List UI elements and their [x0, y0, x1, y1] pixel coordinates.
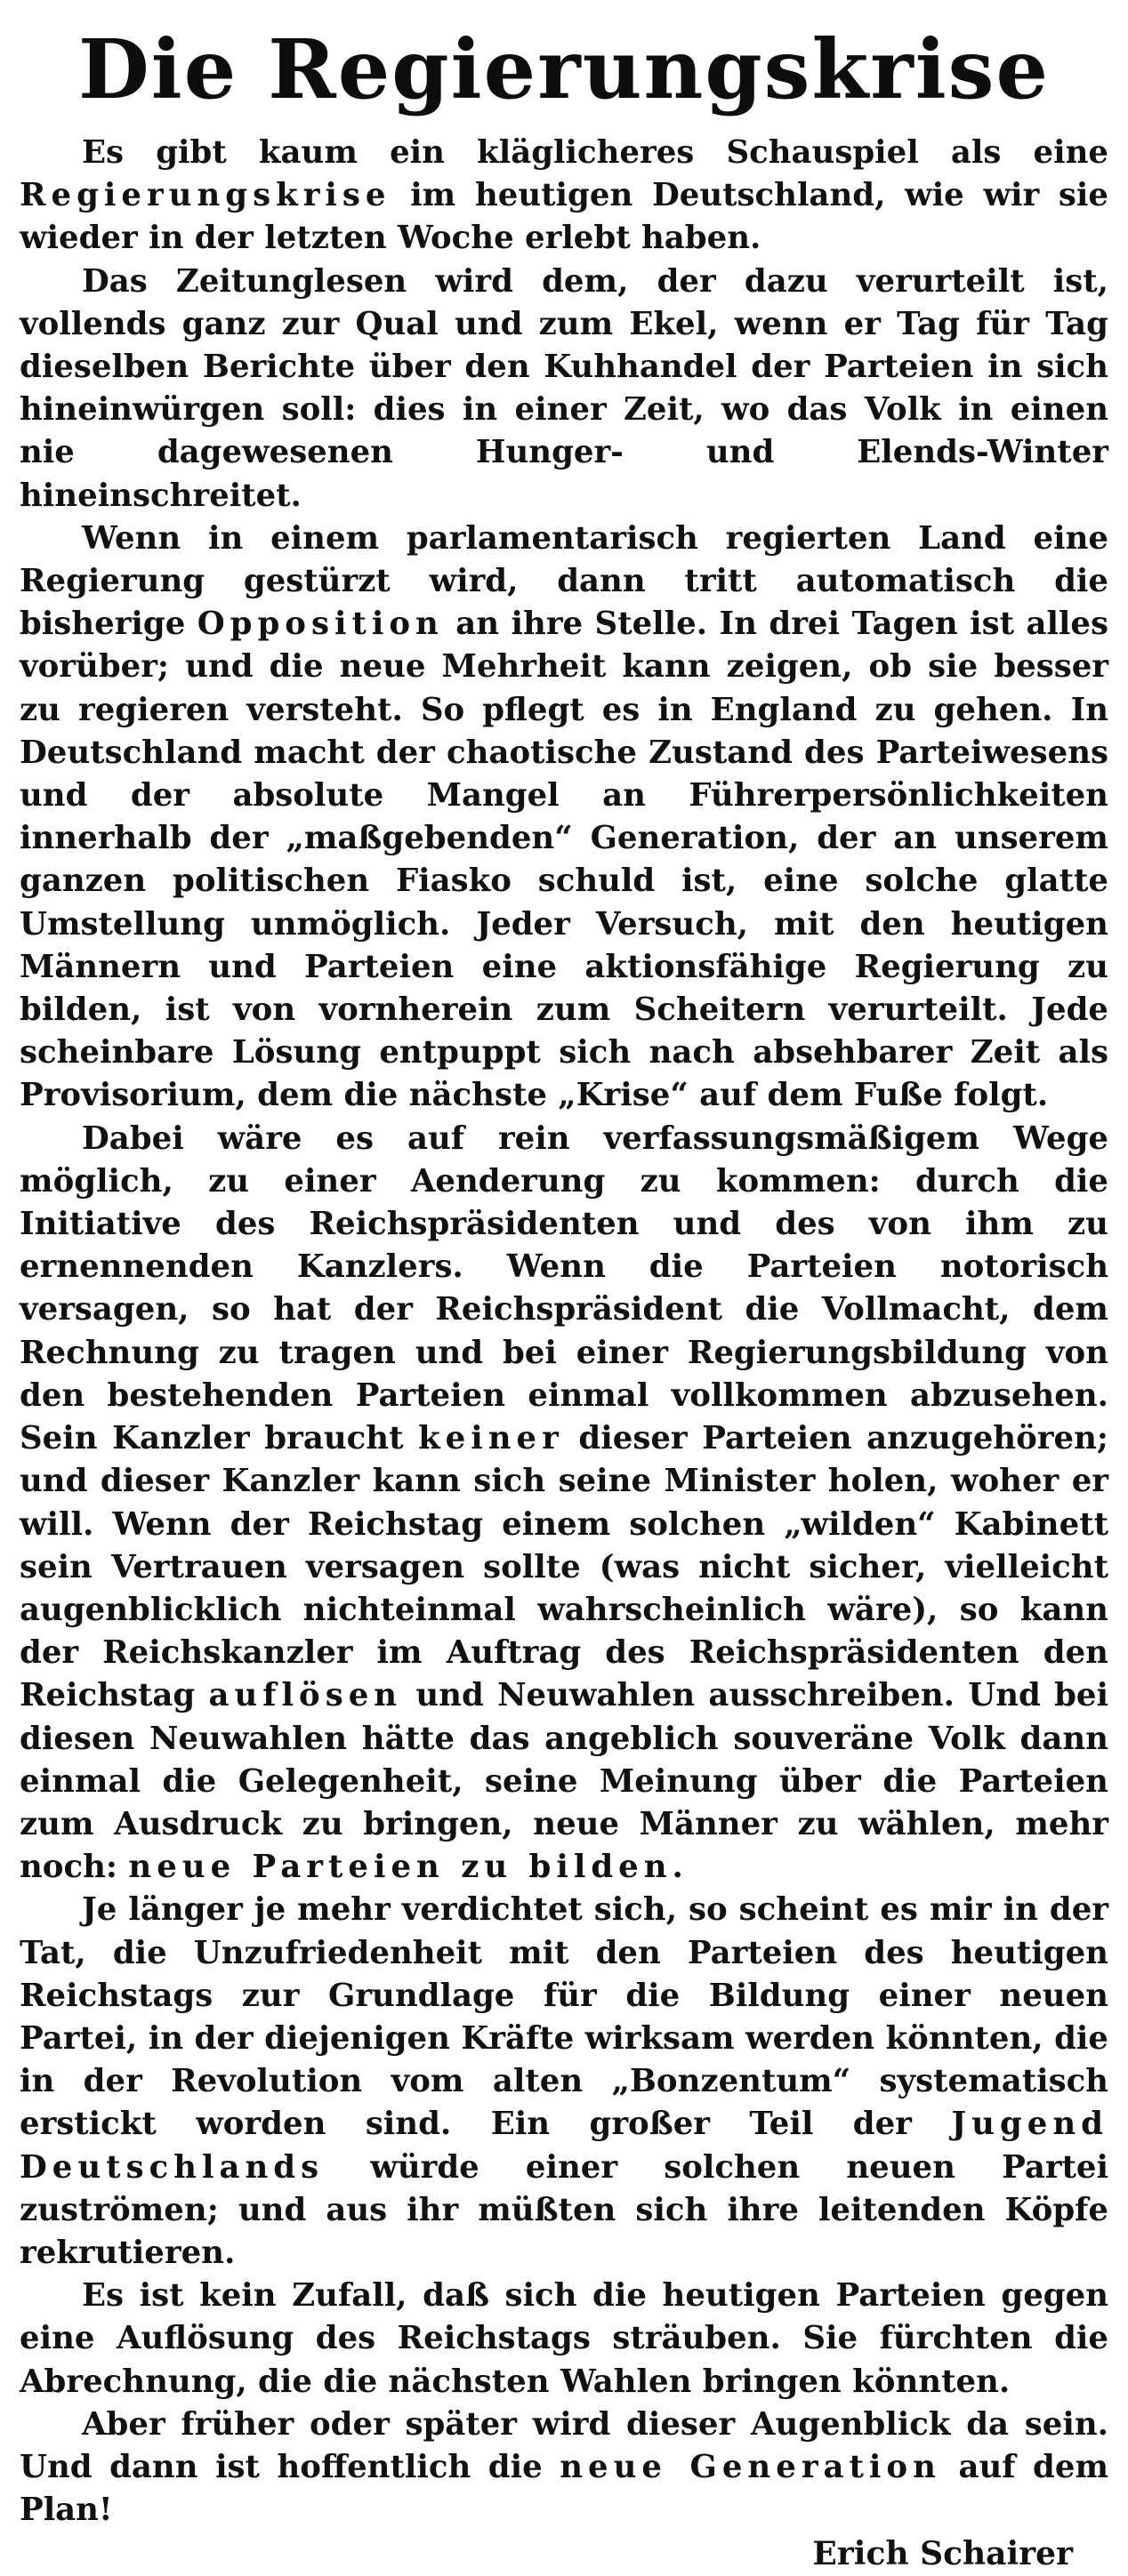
article-paragraph — [20, 2403, 1108, 2532]
paragraph-text: auf dem Plan! — [20, 2448, 1109, 2529]
emphasized-text: auflösen — [208, 1677, 403, 1714]
article-paragraph — [20, 2275, 1108, 2403]
paragraph-text: Aber früher oder später wird dieser Augenblick da sein. Und dann ist hoffentlich die — [20, 2405, 1108, 2485]
emphasized-text: keiner — [418, 1420, 564, 1457]
paragraph-text: dieser Parteien anzugehören; und dieser Kanzler kann sich seine Minister holen, woher er will. Wenn der Reichstag einem solchen „wilden“ Kabinett sein Vertrauen versagen sollte (was nicht sicher, vielleicht augenblicklich nichteinmal wahrscheinlich wäre), so kann der Reichskanzler im Auftrag des Reichspräsidenten den Reichstag — [20, 1420, 1108, 1714]
paragraph-text: und Neuwahlen ausschreiben. Und bei diesen Neuwahlen hätte das angeblich souveräne Volk dann einmal die Gelegenheit, seine Meinung über die Parteien zum Ausdruck zu bringen, neue Männer zu wählen, mehr noch: — [20, 1677, 1108, 1886]
paragraph-text: Das Zeitunglesen wird dem, der dazu verurteilt ist, vollends ganz zur Qual und zum Ekel, wenn er Tag für Tag dieselben Berichte über den Kuhhandel der Parteien in sich hineinwürgen soll: dies in einer Zeit, wo das Volk in einen nie dagewesenen Hunger- und Elends-Winter hineinschreitet. — [20, 262, 1108, 514]
author-signature: Erich Schairer — [812, 2535, 1073, 2573]
paragraph-text: Es gibt kaum ein kläglicheres Schauspiel als eine — [82, 134, 1108, 171]
emphasized-text: Regierungskrise — [20, 177, 391, 214]
emphasized-text: Opposition — [197, 606, 444, 643]
emphasized-text: Jugend Deutschlands — [20, 2106, 1108, 2186]
paragraph-text: an ihre Stelle. In drei Tagen ist alles vorüber; und die neue Mehrheit kann zeigen, ob sie besser zu regieren versteht. So pflegt es in England zu gehen. In Deutschland macht der chaotische Zustand des Parteiwesens und der absolute Mangel an Führerpersönlichkeiten innerhalb der „maßgebenden“ Generation, der an unserem ganzen politischen Fiasko schuld ist, eine solche glatte Umstellung unmöglich. Jeder Versuch, mit den heutigen Männern und Parteien eine aktionsfähige Regierung zu bilden, ist von vornherein zum Scheitern verurteilt. Jede scheinbare Lösung entpuppt sich nach absehbarer Zeit als Provisorium, dem die nächste „Krise“ auf dem Fuße folgt. — [20, 606, 1108, 1114]
article-paragraph — [20, 518, 1108, 1118]
emphasized-text: neue Parteien zu bilden. — [128, 1849, 689, 1886]
paragraph-text: würde einer solchen neuen Partei zuströmen; und aus ihr müßten sich ihre leitenden Köpfe rekrutieren. — [20, 2148, 1108, 2271]
article-body — [20, 132, 1108, 2532]
paragraph-text: im heutigen Deutschland, wie wir sie wieder in der letzten Woche erlebt haben. — [20, 177, 1108, 257]
article-headline: Die Regierungskrise — [78, 21, 1050, 117]
article-paragraph — [20, 132, 1108, 261]
paragraph-text: Je länger je mehr verdichtet sich, so scheint es mir in der Tat, die Unzufriedenheit mit den Parteien des heutigen Reichstags zur Grundlage für die Bildung einer neuen Partei, in der diejenigen Kräfte wirksam werden könnten, die in der Revolution vom alten „Bonzentum“ systematisch erstickt worden sind. Ein großer Teil der — [20, 1891, 1108, 2143]
article-paragraph — [20, 1889, 1108, 2275]
paragraph-text: Dabei wäre es auf rein verfassungsmäßigem Wege möglich, zu einer Aenderung zu kommen: durch die Initiative des Reichspräsidenten und des von ihm zu ernennenden Kanzlers. Wenn die Parteien notorisch versagen, so hat der Reichspräsident die Vollmacht, dem Rechnung zu tragen und bei einer Regierungsbildung von den bestehenden Parteien einmal vollkommen abzusehen. Sein Kanzler braucht — [20, 1119, 1108, 1457]
paragraph-text: Es ist kein Zufall, daß sich die heutigen Parteien gegen eine Auflösung des Reichstags sträuben. Sie fürchten die Abrechnung, die die nächsten Wahlen bringen könnten. — [20, 2277, 1108, 2400]
paragraph-text: Wenn in einem parlamentarisch regierten Land eine Regierung gestürzt wird, dann tritt automatisch die bisherige — [20, 519, 1108, 643]
emphasized-text: neue Generation — [560, 2448, 941, 2485]
article-paragraph — [20, 1118, 1108, 1890]
article-paragraph — [20, 261, 1108, 518]
